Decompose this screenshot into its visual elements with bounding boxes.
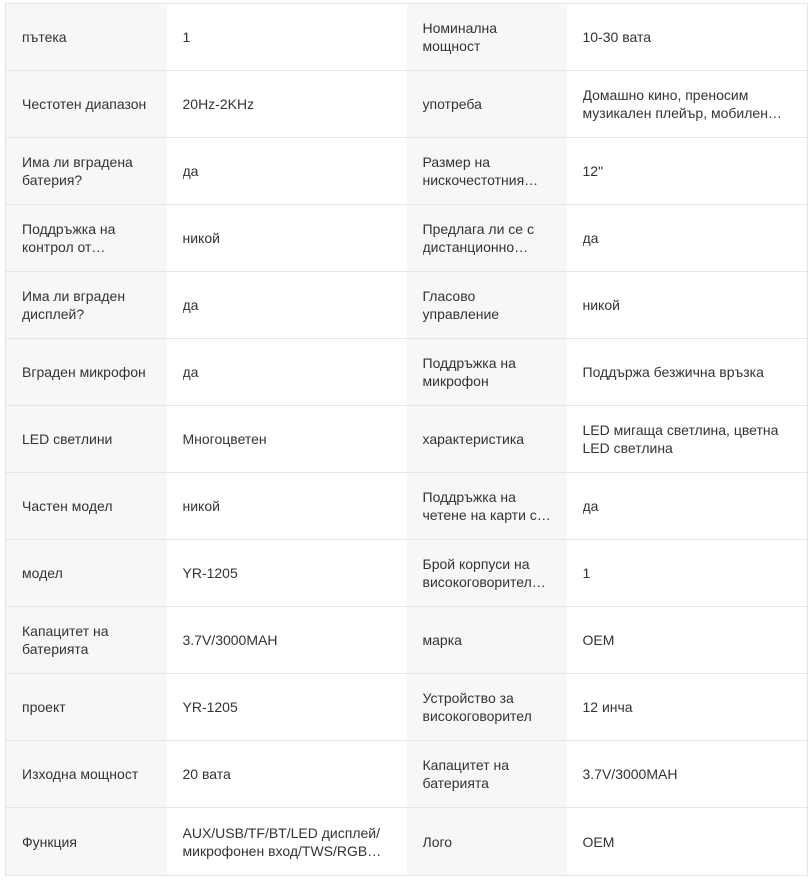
spec-label-cell [407, 138, 567, 205]
spec-label-cell [6, 607, 167, 674]
spec-value: никой [182, 498, 220, 514]
table-row [6, 674, 808, 741]
spec-label: Номинална мощност [422, 20, 498, 54]
spec-label: Изходна мощност [22, 766, 139, 782]
spec-label: Поддръжка на контрол от… [22, 221, 116, 255]
spec-label: Брой корпуси на високоговорител… [422, 556, 546, 590]
spec-label-cell [6, 71, 167, 138]
spec-value: 12 инча [582, 699, 633, 715]
spec-value-cell [567, 741, 808, 808]
spec-value-cell [567, 808, 808, 876]
spec-label-cell [6, 674, 167, 741]
table-row [6, 540, 808, 607]
spec-value-cell [567, 339, 808, 406]
spec-value-cell [567, 607, 808, 674]
table-row [6, 808, 808, 876]
spec-label-cell [6, 205, 167, 272]
spec-label-cell [6, 540, 167, 607]
spec-value-cell [567, 473, 808, 540]
table-row [6, 272, 808, 339]
spec-value-cell [167, 138, 407, 205]
spec-table [5, 3, 808, 876]
spec-label-cell [407, 473, 567, 540]
spec-value: да [182, 364, 199, 380]
spec-label: проект [22, 699, 66, 715]
spec-value: OEM [582, 632, 615, 648]
spec-label-cell [6, 272, 167, 339]
table-row [6, 71, 808, 138]
spec-label: Частен модел [22, 498, 113, 514]
spec-label-cell [407, 4, 567, 71]
spec-value-cell [167, 741, 407, 808]
spec-label: Поддръжка на четене на карти с… [422, 489, 551, 523]
spec-value-cell [167, 4, 407, 71]
spec-label: Размер на нискочестотния… [422, 154, 539, 188]
spec-value-cell [167, 808, 407, 876]
spec-label-cell [407, 272, 567, 339]
spec-value-cell [167, 473, 407, 540]
spec-label-cell [407, 406, 567, 473]
table-row [6, 138, 808, 205]
spec-value-cell [567, 540, 808, 607]
spec-value: 20Hz-2KHz [182, 96, 255, 112]
spec-value: 3.7V/3000MAH [582, 766, 678, 782]
spec-label-cell [407, 339, 567, 406]
table-row [6, 339, 808, 406]
spec-value: Поддържа безжична връзка [582, 364, 764, 380]
spec-value: 10-30 вата [582, 29, 651, 45]
spec-label-cell [6, 741, 167, 808]
spec-value: YR-1205 [182, 565, 238, 581]
spec-label: Капацитет на батерията [422, 757, 510, 791]
spec-value: 1 [582, 565, 591, 581]
spec-label: употреба [422, 96, 482, 112]
spec-value-cell [567, 4, 808, 71]
spec-label: характеристика [422, 431, 525, 447]
spec-label: Функция [22, 833, 77, 850]
spec-value-cell [167, 272, 407, 339]
spec-value-cell [567, 272, 808, 339]
spec-value: да [582, 230, 599, 246]
spec-label: Честотен диапазон [22, 96, 147, 112]
spec-value-cell [167, 607, 407, 674]
spec-label: Гласово управление [422, 288, 500, 322]
spec-label: Има ли вграден дисплей? [22, 288, 126, 322]
spec-value: никой [182, 230, 220, 246]
spec-value: Домашно кино, преносим музикален плейър, мобилен… [582, 87, 782, 121]
spec-value-cell [567, 205, 808, 272]
spec-table-body [6, 4, 808, 876]
table-row [6, 741, 808, 808]
spec-value: никой [582, 297, 620, 313]
spec-value: да [582, 498, 599, 514]
spec-label: Предлага ли се с дистанционно… [422, 221, 534, 255]
spec-label-cell [6, 473, 167, 540]
spec-value-cell [567, 674, 808, 741]
spec-value: 3.7V/3000MAH [182, 632, 278, 648]
spec-label-cell [407, 808, 567, 876]
spec-label: Поддръжка на микрофон [422, 355, 516, 389]
spec-label: Вграден микрофон [22, 364, 146, 380]
spec-value: да [182, 163, 199, 179]
spec-value: YR-1205 [182, 699, 238, 715]
spec-label: LED светлини [22, 431, 113, 447]
spec-value: 1 [182, 29, 191, 45]
table-row [6, 406, 808, 473]
spec-label-cell [6, 4, 167, 71]
table-row [6, 607, 808, 674]
spec-value-cell [567, 71, 808, 138]
spec-value: OEM [582, 833, 615, 850]
spec-value: да [182, 297, 199, 313]
spec-label: пътека [22, 29, 67, 45]
spec-label: модел [22, 565, 63, 581]
spec-label-cell [407, 674, 567, 741]
spec-label: Лого [422, 833, 453, 850]
spec-label-cell [6, 808, 167, 876]
spec-label-cell [407, 607, 567, 674]
spec-value: 12" [582, 163, 604, 179]
spec-label-cell [407, 741, 567, 808]
spec-label-cell [6, 406, 167, 473]
spec-label-cell [407, 540, 567, 607]
spec-label: марка [422, 632, 462, 648]
spec-value-cell [167, 406, 407, 473]
table-row [6, 205, 808, 272]
spec-value-cell [167, 540, 407, 607]
table-row [6, 473, 808, 540]
spec-label-cell [6, 339, 167, 406]
spec-value-cell [167, 205, 407, 272]
spec-value: Многоцветен [182, 431, 267, 447]
spec-value: AUX/USB/TF/BT/LED дисплей/микрофонен вход/TWS/RGB… [182, 824, 382, 859]
spec-label-cell [407, 71, 567, 138]
spec-label: Устройство за високоговорител [422, 690, 532, 724]
spec-label: Капацитет на батерията [22, 623, 109, 657]
spec-value-cell [567, 406, 808, 473]
spec-value-cell [167, 71, 407, 138]
spec-value: LED мигаща светлина, цветна LED светлина [582, 422, 779, 456]
spec-value-cell [567, 138, 808, 205]
table-row [6, 4, 808, 71]
spec-label-cell [407, 205, 567, 272]
spec-label: Има ли вградена батерия? [22, 154, 133, 188]
spec-value-cell [167, 674, 407, 741]
spec-value: 20 вата [182, 766, 231, 782]
spec-label-cell [6, 138, 167, 205]
spec-value-cell [167, 339, 407, 406]
